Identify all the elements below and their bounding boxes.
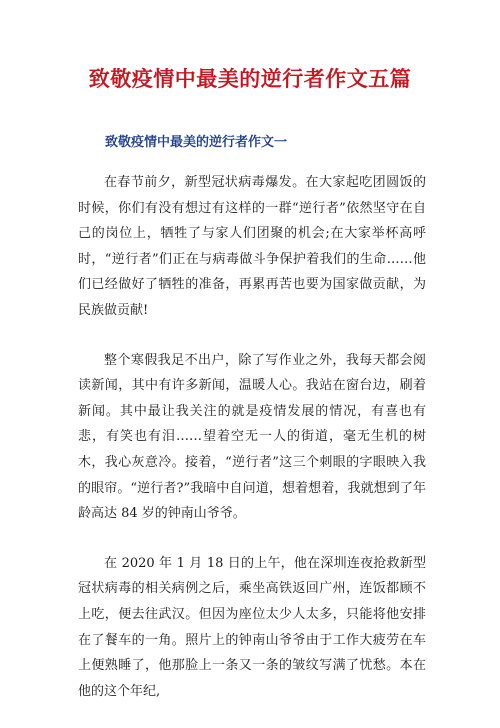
paragraph-1: 在春节前夕，新型冠状病毒爆发。在大家起吃团圆饭的时候，你们有没有想过有这样的一群“逆行者”依然坚守在自己的岗位上，牺牲了与家人们团聚的机会;在大家举杯高呼时，“逆行者”们正在与病毒做斗争保护着我们的生命……他们已经做好了牺牲的准备，再累再苦也要为国家做贡献，为民族做贡献! (78, 175, 426, 318)
section-heading: 致敬疫情中最美的逆行者作文一 (105, 135, 288, 150)
paragraph-2: 整个寒假我足不出户，除了写作业之外，我每天都会阅读新闻，其中有许多新闻，温暖人心。我站在窗台边，刷着新闻。其中最让我关注的就是疫情发展的情况，有喜也有悲，有笑也有泪……望着空无一人的街道，毫无生机的树木，我心灰意冷。接着，“逆行者”这三个刺眼的字眼映入我的眼帘。“逆行者?”我暗中自问道，想着想着，我就想到了年龄高达 84 岁的钟南山爷爷。 (78, 352, 426, 522)
paragraph-3: 在 2020 年 1 月 18 日的上午，他在深圳连夜抢救新型冠状病毒的相关病例之后，乘坐高铁返回广州，连饭都顾不上吃，便去往武汉。但因为座位太少人太多，只能将他安排在了餐车的一角。照片上的钟南山爷爷由于工作大疲劳在车上便熟睡了，他那脸上一条又一条的皱纹写满了忧愁。本在他的这个年纪, (78, 555, 426, 699)
document-body (78, 170, 426, 728)
document-title: 致敬疫情中最美的逆行者作文五篇 (88, 67, 412, 91)
